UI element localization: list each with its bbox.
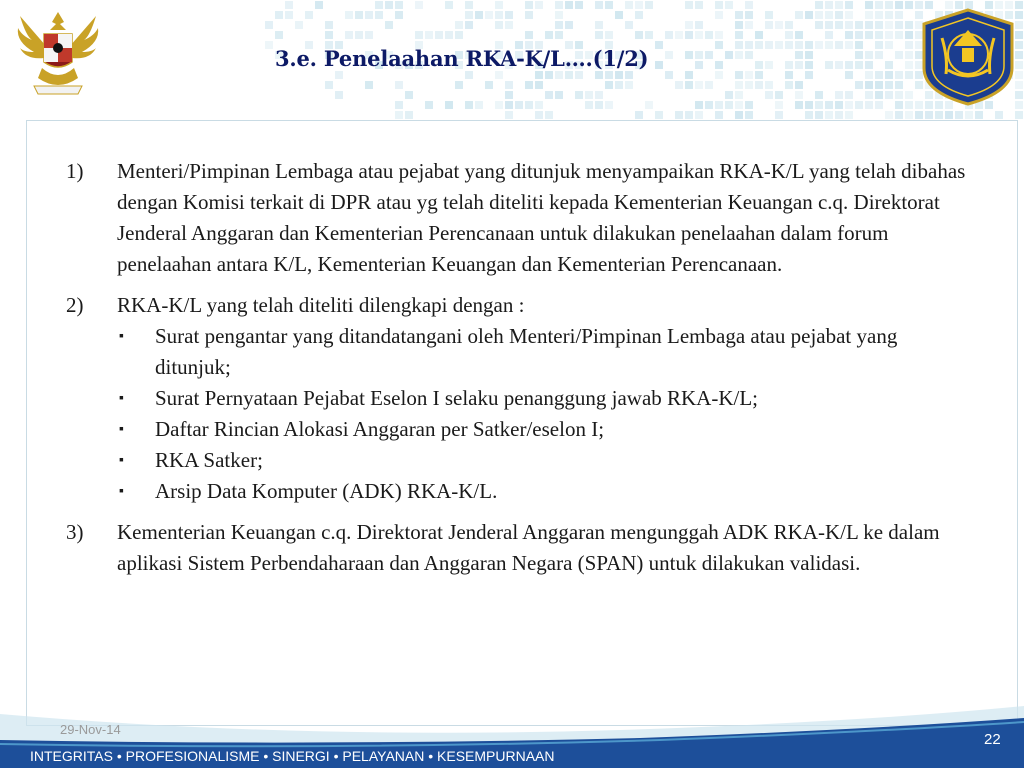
footer-tagline: INTEGRITAS • PROFESIONALISME • SINERGI • PELAYANAN • KESEMPURNAAN [30,748,555,764]
sub-item-text: Surat Pernyataan Pejabat Eselon I selaku penanggung jawab RKA-K/L; [155,386,759,410]
square-bullet-icon: ▪ [119,329,124,344]
sub-list [117,321,966,507]
page-number: 22 [984,731,1001,748]
sub-item-text: Daftar Rincian Alokasi Anggaran per Satker/eselon I; [155,417,605,441]
sub-item [117,414,966,445]
square-bullet-icon: ▪ [119,453,124,468]
sub-item [117,383,966,414]
list-item-1 [66,156,966,280]
square-bullet-icon: ▪ [119,391,124,406]
kemenkeu-emblem-icon [918,8,1018,106]
list-item-3 [66,517,966,579]
item-number: 3) [66,520,84,544]
square-bullet-icon: ▪ [119,422,124,437]
item-number: 1) [66,159,84,183]
sub-item [117,321,966,383]
slide-title: 3.e. Penelaahan RKA-K/L….(1/2) [275,46,649,71]
content-list [66,156,966,589]
item-number: 2) [66,293,84,317]
list-item-2 [66,290,966,507]
sub-item [117,476,966,507]
item-text: Menteri/Pimpinan Lembaga atau pejabat yang ditunjuk menyampaikan RKA-K/L yang telah dibahas dengan Komisi terkait di DPR atau yg telah diteliti kepada Kementerian Keuangan c.q. Direktorat Jenderal Anggaran dan Kementerian Perencanaan untuk dilakukan penelaahan dalam forum penelaahan antara K/L, Kementerian Keuangan dan Kementerian Perencanaan. [117,159,966,276]
sub-item [117,445,966,476]
sub-item-text: Surat pengantar yang ditandatangani oleh Menteri/Pimpinan Lembaga atau pejabat yang ditunjuk; [155,324,898,379]
item-text: RKA-K/L yang telah diteliti dilengkapi dengan : [117,293,525,317]
slide-date: 29-Nov-14 [60,722,121,737]
sub-item-text: RKA Satker; [155,448,263,472]
sub-item-text: Arsip Data Komputer (ADK) RKA-K/L. [155,479,498,503]
square-bullet-icon: ▪ [119,484,124,499]
garuda-emblem-icon [12,6,104,102]
item-text: Kementerian Keuangan c.q. Direktorat Jenderal Anggaran mengunggah ADK RKA-K/L ke dalam aplikasi Sistem Perbendaharaan dan Anggaran Negara (SPAN) untuk dilakukan validasi. [117,520,940,575]
